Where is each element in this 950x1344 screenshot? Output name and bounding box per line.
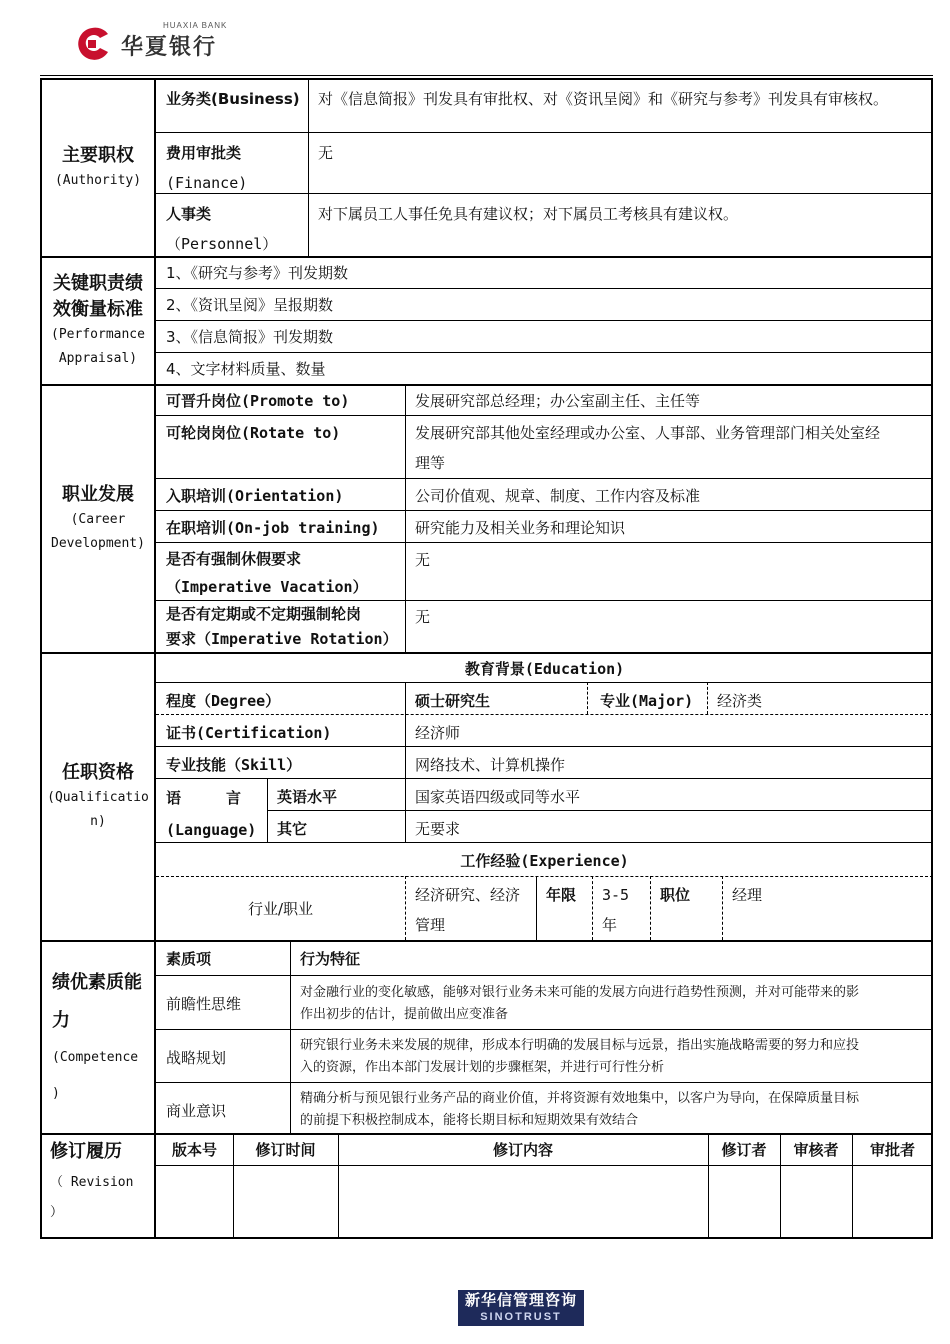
performance-section: [40, 256, 933, 384]
degree-label: 程度（Degree）: [166, 692, 281, 710]
performance-label-en-2: Appraisal): [58, 351, 138, 366]
performance-item: 3、《信息简报》刊发期数: [166, 328, 334, 346]
authority-type-personnel: [158, 197, 308, 261]
position-label: 职位: [660, 886, 691, 904]
footer-brand-cn: 新华信管理咨询: [464, 1291, 577, 1309]
competence-item: 商业意识: [166, 1102, 227, 1120]
skill-value: 网络技术、计算机操作: [415, 756, 566, 774]
brand-name-en: HUAXIA BANK: [163, 21, 228, 30]
authority-label: [42, 80, 156, 256]
competence-label-cn-2: 力: [52, 1009, 70, 1031]
career-label-en-2: Development): [51, 536, 145, 551]
header-divider: [40, 75, 933, 76]
revision-label-cn: 修订履历: [50, 1141, 122, 1162]
english-value: 国家英语四级或同等水平: [415, 788, 581, 806]
revision-col-content: 修订内容: [492, 1141, 553, 1159]
career-label: [42, 386, 156, 652]
language-label-cn: 语 言: [166, 789, 242, 807]
vacation-key-line1: 是否有强制休假要求: [166, 550, 302, 568]
performance-label-cn-1: 关键职责绩: [53, 273, 143, 294]
position-value: 经理: [732, 886, 763, 904]
qualification-label-en-1: (Qualificatio: [47, 790, 149, 805]
language-label-en: (Language): [166, 821, 257, 839]
competence-desc-line1: 对金融行业的变化敏感，能够对银行业务未来可能的发展方向进行趋势性预测，并对可能带来的影: [300, 985, 860, 1000]
rotate-value-line2: 理等: [415, 454, 446, 472]
career-key-onjob: 在职培训(On-job training): [166, 519, 380, 537]
competence-section: [40, 940, 933, 1133]
years-value-line1: 3-5: [602, 886, 630, 904]
career-section: [40, 384, 933, 652]
authority-type-business: 业务类(Business): [166, 90, 300, 108]
revision-label: [42, 1135, 156, 1237]
competence-desc: [292, 1086, 932, 1134]
revision-col-version: 版本号: [171, 1141, 217, 1159]
english-label: 英语水平: [277, 788, 338, 806]
years-label: 年限: [546, 886, 577, 904]
competence-label-en-1: (Competence: [52, 1049, 139, 1065]
personnel-type-line2: （Personnel）: [166, 235, 278, 253]
personnel-type-line1: 人事类: [166, 205, 212, 223]
major-value: 经济类: [717, 692, 763, 710]
industry-value-line2: 管理: [415, 916, 446, 934]
career-value-rotation: 无: [415, 608, 431, 626]
revision-col-date: 修订时间: [255, 1141, 316, 1159]
industry-value: [407, 878, 535, 942]
competence-item: 战略规划: [166, 1049, 227, 1067]
major-label: 专业(Major): [600, 692, 694, 710]
years-value: [594, 878, 650, 942]
competence-item: 前瞻性思维: [166, 995, 242, 1013]
performance-label-en-1: (Performance: [51, 327, 145, 342]
sinotrust-logo: [458, 1290, 584, 1326]
performance-item: 2、《资讯呈阅》呈报期数: [166, 296, 334, 314]
years-value-line2: 年: [602, 916, 618, 934]
revision-col-approver: 审批者: [869, 1141, 915, 1159]
finance-type-line1: 费用审批类: [166, 144, 242, 162]
authority-content-personnel: 对下属员工人事任免具有建议权；对下属员工考核具有建议权。: [318, 205, 739, 223]
qualification-label-cn: 任职资格: [62, 762, 134, 783]
other-value: 无要求: [415, 820, 461, 838]
career-value-rotate: [407, 416, 931, 480]
footer-brand-en: SINOTRUST: [480, 1311, 562, 1323]
career-key-rotate: 可轮岗岗位(Rotate to): [166, 424, 341, 442]
career-key-rotation: [158, 600, 404, 654]
other-label: 其它: [277, 820, 308, 838]
qualification-label: [42, 654, 156, 940]
competence-desc-line2: 的前提下积极控制成本，能将长期目标和短期效果有效结合: [300, 1113, 639, 1128]
industry-value-line1: 经济研究、经济: [415, 886, 521, 904]
competence-desc: [292, 980, 932, 1028]
rotation-key-line1: 是否有定期或不定期强制轮岗: [166, 605, 362, 623]
rotate-value-line1: 发展研究部其他处室经理或办公室、人事部、业务管理部门相关处室经: [415, 424, 881, 442]
page-header: [0, 0, 950, 78]
brand-name-cn: 华夏银行: [121, 35, 218, 60]
revision-col-reviewer: 审核者: [793, 1141, 839, 1159]
skill-label: 专业技能（Skill）: [166, 756, 302, 774]
competence-desc-line2: 入的资源，作出本部门发展计划的步骤框架，并进行可行性分析: [300, 1060, 665, 1075]
competence-label: [42, 942, 156, 1133]
career-value-onjob: 研究能力及相关业务和理论知识: [415, 519, 626, 537]
cert-label: 证书(Certification): [166, 724, 332, 742]
rotation-key-line2: 要求（Imperative Rotation）: [166, 630, 398, 648]
authority-section: [40, 78, 933, 256]
competence-desc-line1: 研究银行业务未来发展的规律，形成本行明确的发展目标与远景，指出实施战略需要的努力和应投: [300, 1038, 860, 1053]
competence-col-item: 素质项: [166, 950, 212, 968]
qualification-label-en-2: n): [90, 814, 106, 829]
authority-content-business: 对《信息简报》刊发具有审批权、对《资讯呈阅》和《研究与参考》刊发具有审核权。: [318, 90, 889, 108]
vacation-key-line2: （Imperative Vacation）: [166, 578, 368, 596]
career-value-orientation: 公司价值观、规章、制度、工作内容及标准: [415, 487, 701, 505]
career-value-vacation: 无: [415, 551, 431, 569]
career-label-cn: 职业发展: [62, 484, 134, 505]
authority-content-finance: 无: [318, 144, 334, 162]
revision-label-en-2: ）: [50, 1205, 64, 1220]
authority-type-finance: [158, 136, 308, 200]
degree-value: 硕士研究生: [415, 692, 491, 710]
revision-label-en-1: （ Revision: [50, 1175, 134, 1190]
competence-label-cn-1: 绩优素质能: [52, 971, 142, 993]
competence-desc-line1: 精确分析与预见银行业务产品的商业价值，并将资源有效地集中，以客户为导向，在保障质量目标: [300, 1091, 860, 1106]
career-label-en-1: (Career: [70, 512, 126, 527]
education-title: 教育背景(Education): [464, 660, 625, 678]
career-value-promote: 发展研究部总经理；办公室副主任、主任等: [415, 392, 701, 410]
cert-value: 经济师: [415, 724, 461, 742]
experience-title: 工作经验(Experience): [460, 852, 629, 870]
competence-label-en-2: ): [52, 1085, 60, 1101]
career-key-vacation: [158, 543, 404, 603]
career-key-promote: 可晋升岗位(Promote to): [166, 392, 350, 410]
performance-item: 1、《研究与参考》刊发期数: [166, 264, 349, 282]
huaxia-bank-logo-icon: [70, 24, 114, 64]
competence-desc-line2: 作出初步的估计，提前做出应变准备: [300, 1007, 509, 1022]
revision-section: [40, 1133, 933, 1239]
performance-label-cn-2: 效衡量标准: [53, 299, 143, 320]
competence-desc: [292, 1033, 932, 1081]
authority-label-cn: 主要职权: [62, 145, 134, 166]
career-key-orientation: 入职培训(Orientation): [166, 487, 344, 505]
language-label: [158, 780, 266, 848]
finance-type-line2: (Finance): [166, 174, 248, 192]
authority-label-en: (Authority): [54, 173, 142, 188]
industry-label: 行业/职业: [247, 900, 314, 918]
performance-item: 4、文字材料质量、数量: [166, 360, 326, 378]
revision-col-reviser: 修订者: [721, 1141, 767, 1159]
qualification-section: [40, 652, 933, 940]
performance-label: [42, 258, 156, 384]
competence-col-desc: 行为特征: [300, 950, 361, 968]
